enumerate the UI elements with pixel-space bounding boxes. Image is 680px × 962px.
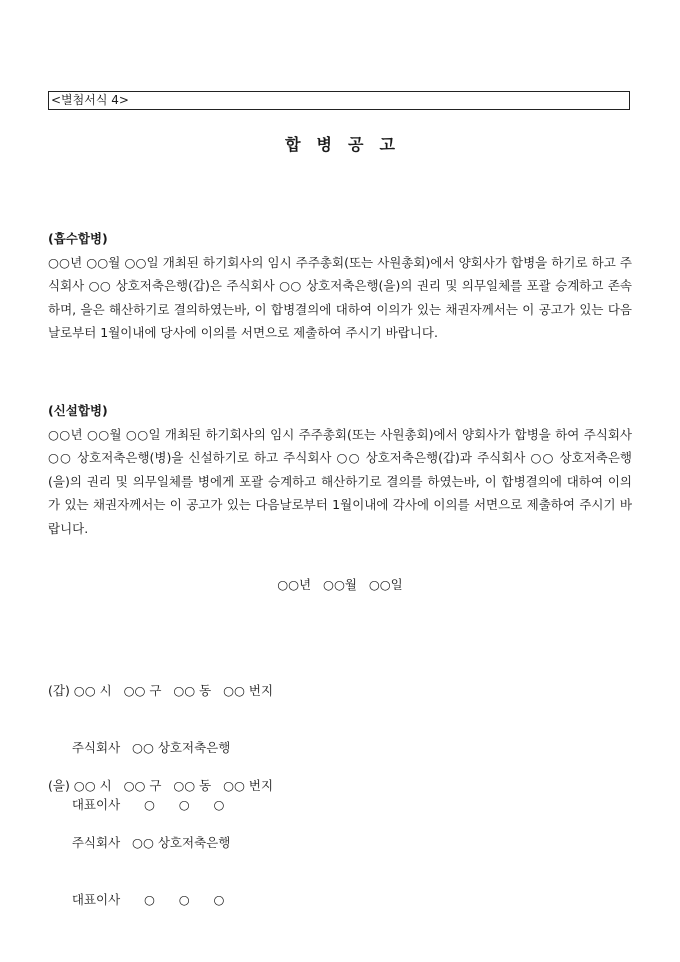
party-company: 주식회사 ○○ 상호저축은행	[48, 835, 231, 850]
party-address: (갑) ○○ 시 ○○ 구 ○○ 동 ○○ 번지	[48, 683, 274, 698]
section-body: ○○년 ○○월 ○○일 개최된 하기회사의 임시 주주총회(또는 사원총회)에서 양회사가 합병을 하기로 하고 주식회사 ○○ 상호저축은행(갑)은 주식회사 ○○ 상호저축은행(을)의 권리 및 의무일체를 포괄 승계하고 존속하며, 을은 해산하기로 결의하였는바, 이 합병결의에 대하여 이의가 있는 채권자께서는 이 공고가 있는 다음날로부터 1월이내에 당사에 이의를 서면으로 제출하여 주시기 바랍니다.	[48, 254, 632, 340]
document-title: 합병공고	[285, 135, 411, 154]
party-eul-block	[48, 738, 273, 928]
consolidation-merger-section	[48, 399, 632, 540]
party-representative: 대표이사 ○ ○ ○	[48, 892, 225, 907]
notice-date: ○○년 ○○월 ○○일	[277, 577, 403, 592]
section-body: ○○년 ○○월 ○○일 개최된 하기회사의 임시 주주총회(또는 사원총회)에서 양회사가 합병을 하여 주식회사 ○○ 상호저축은행(병)을 신설하기로 하고 주식회사 ○○ 상호저축은행(갑)과 주식회사 ○○ 상호저축은행(을)의 권리 및 의무일체를 병에게 포괄 승계하고 해산하기로 결의를 하였는바, 이 합병결의에 대하여 이의가 있는 채권자께서는 이 공고가 있는 다음날로부터 1월이내에 각사에 이의를 서면으로 제출하여 주시기 바랍니다.	[48, 426, 632, 536]
attachment-form-label: <별첨서식 4>	[48, 91, 630, 110]
section-heading: (신설합병)	[48, 403, 108, 418]
party-company: 주식회사 ○○ 상호저축은행	[48, 740, 231, 755]
party-representative: 대표이사 ○ ○ ○	[48, 797, 225, 812]
absorption-merger-section	[48, 227, 632, 345]
party-address: (을) ○○ 시 ○○ 구 ○○ 동 ○○ 번지	[48, 778, 274, 793]
section-heading: (흡수합병)	[48, 231, 108, 246]
